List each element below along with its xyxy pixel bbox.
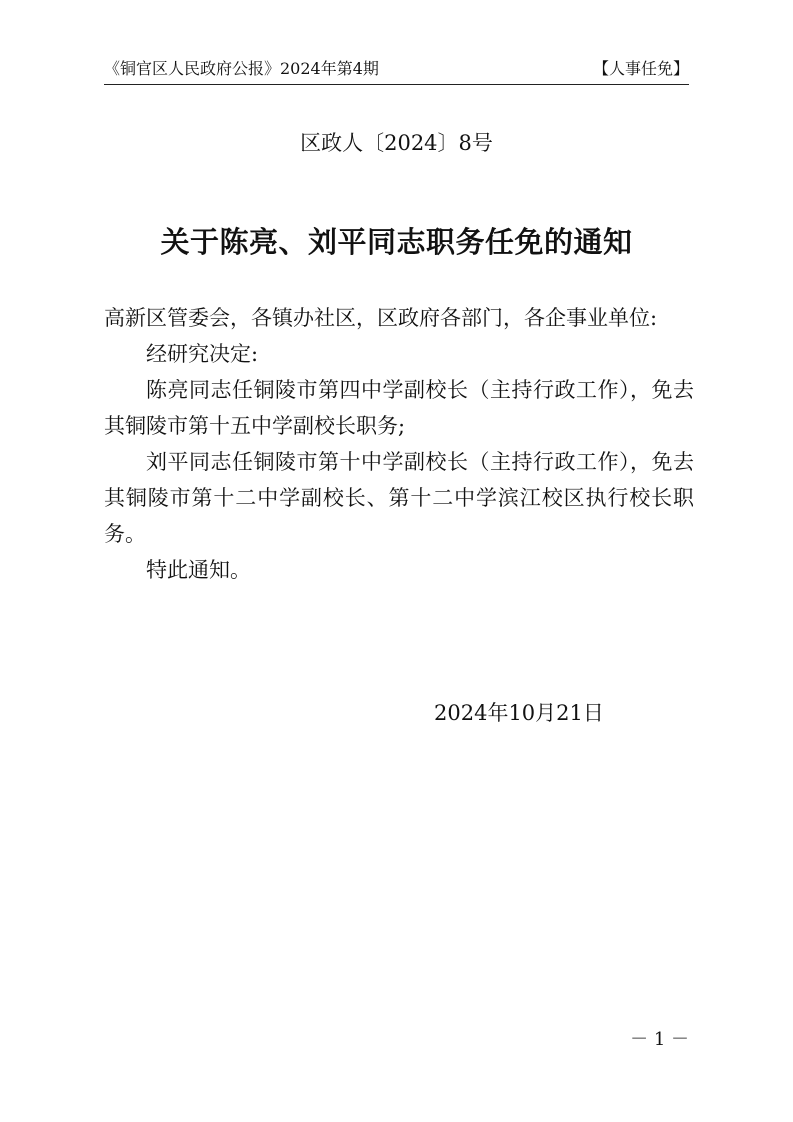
body-paragraph: 刘平同志任铜陵市第十中学副校长（主持行政工作），免去其铜陵市第十二中学副校长、第十二中学滨江校区执行校长职务。 bbox=[104, 450, 694, 546]
page-header bbox=[104, 58, 689, 82]
bulletin-issue-label: 《铜官区人民政府公报》2024年第4期 bbox=[104, 59, 379, 78]
section-label: 【人事任免】 bbox=[592, 59, 689, 78]
issue-date: 2024年10月21日 bbox=[434, 701, 604, 725]
body-paragraph: 陈亮同志任铜陵市第四中学副校长（主持行政工作），免去其铜陵市第十五中学副校长职务; bbox=[104, 378, 694, 438]
page-number: － 1 － bbox=[630, 1029, 689, 1050]
body-paragraph: 经研究决定: bbox=[146, 342, 259, 366]
closing-line: 特此通知。 bbox=[146, 558, 251, 582]
document-title: 关于陈亮、刘平同志职务任免的通知 bbox=[160, 225, 633, 259]
header-divider bbox=[104, 84, 689, 85]
document-body bbox=[104, 300, 694, 588]
recipients-line: 高新区管委会，各镇办社区，区政府各部门，各企事业单位: bbox=[104, 306, 658, 330]
document-number: 区政人〔2024〕8号 bbox=[300, 131, 493, 155]
